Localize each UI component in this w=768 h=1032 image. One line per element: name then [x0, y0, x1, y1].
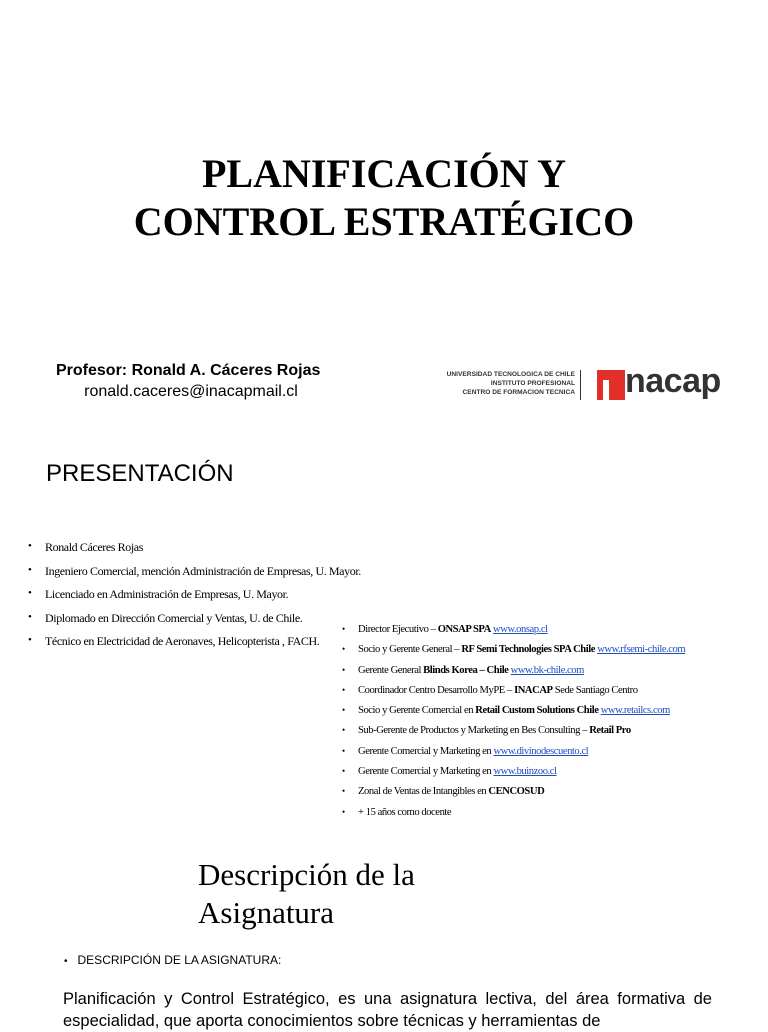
list-item — [342, 644, 762, 664]
inacap-mark-icon — [597, 370, 625, 400]
list-item: • Ronald Cáceres Rojas — [28, 540, 448, 564]
professor-name: Profesor: Ronald A. Cáceres Rojas — [56, 362, 321, 379]
logo-divider — [580, 370, 581, 400]
description-title — [198, 856, 598, 932]
experience-link[interactable]: www.buinzoo.cl — [493, 766, 557, 778]
experience-link[interactable]: www.retailcs.com — [600, 705, 670, 717]
experience-role: Director Ejecutivo – — [358, 624, 438, 635]
list-item — [342, 705, 762, 725]
presentation-heading: PRESENTACIÓN — [46, 460, 234, 487]
list-item — [342, 665, 762, 685]
experience-company: Retail Custom Solutions Chile — [475, 705, 599, 717]
logo-caption-line-1: UNIVERSIDAD TECNOLOGICA DE CHILE — [446, 371, 575, 378]
experience-link[interactable]: www.rfsemi-chile.com — [597, 644, 686, 656]
experience-role: Coordinador Centro Desarrollo MyPE – — [358, 684, 515, 696]
logo-caption-line-3: CENTRO DE FORMACION TECNICA — [462, 389, 575, 396]
experience-role: Gerente Comercial y Marketing en — [358, 745, 494, 757]
professor-email: ronald.caceres@inacapmail.cl — [84, 383, 298, 400]
description-title-line-2: Asignatura — [198, 895, 335, 930]
experience-company: RF Semi Technologies SPA Chile — [461, 644, 595, 656]
experience-role: Sub-Gerente de Productos y Marketing en Bes Consulting – — [358, 725, 590, 737]
logo-wordmark: nacap — [625, 362, 721, 400]
experience-link[interactable]: www.onsap.cl — [493, 624, 548, 635]
experience-link[interactable]: www.divinodescuento.cl — [493, 745, 589, 757]
page-title-line-1: PLANIFICACIÓN Y — [201, 151, 567, 196]
experience-list — [342, 624, 762, 827]
description-bullet — [64, 953, 281, 967]
experience-company: Retail Pro — [589, 725, 631, 737]
experience-role: + 15 años como docente — [358, 806, 452, 818]
list-item: • Licenciado en Administración de Empresas, U. Mayor. — [28, 587, 448, 611]
experience-company: ONSAP SPA — [437, 624, 491, 635]
list-item: • Técnico en Electricidad de Aeronaves, Helicopterista , FACH. — [28, 634, 448, 658]
experience-link[interactable]: www.bk-chile.com — [510, 664, 584, 676]
experience-detail: Sede Santiago Centro — [552, 684, 638, 696]
list-item — [342, 725, 762, 745]
experience-company: INACAP — [514, 684, 553, 696]
list-item: • Diplomado en Dirección Comercial y Ventas, U. de Chile. — [28, 611, 448, 635]
bullet-icon: • — [64, 956, 68, 967]
experience-role: Gerente Comercial y Marketing en — [358, 766, 494, 778]
list-item — [342, 807, 762, 827]
logo-caption — [415, 370, 575, 397]
logo-caption-line-2: INSTITUTO PROFESIONAL — [490, 380, 575, 387]
list-item — [342, 746, 762, 766]
experience-company: Blinds Korea – Chile — [423, 664, 509, 676]
list-item: • Ingeniero Comercial, mención Administración de Empresas, U. Mayor. — [28, 564, 448, 588]
experience-role: Gerente General — [358, 664, 424, 676]
list-item — [342, 766, 762, 786]
description-bullet-label: DESCRIPCIÓN DE LA ASIGNATURA: — [77, 953, 282, 967]
experience-role: Socio y Gerente Comercial en — [358, 705, 476, 717]
description-paragraph: Planificación y Control Estratégico, es una asignatura lectiva, del área formativa de especialidad, que aporta conocimientos sobre técnicas y herramientas de — [63, 990, 712, 1030]
inacap-logo — [415, 362, 745, 408]
list-item — [342, 624, 762, 644]
experience-company: CENCOSUD — [488, 786, 545, 798]
list-item — [342, 786, 762, 806]
page-title-line-2: CONTROL ESTRATÉGICO — [133, 199, 635, 244]
experience-role: Socio y Gerente General – — [358, 644, 462, 656]
list-item — [342, 685, 762, 705]
description-title-line-1: Descripción de la — [198, 857, 415, 892]
experience-role: Zonal de Ventas de Intangibles en — [358, 786, 489, 798]
